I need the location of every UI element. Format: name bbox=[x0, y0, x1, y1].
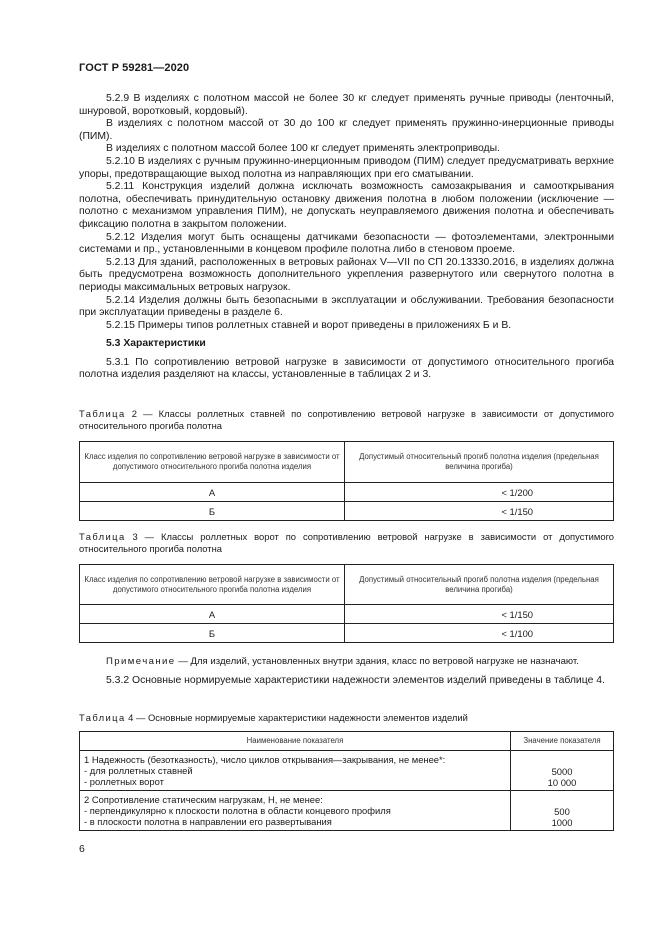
table-row bbox=[80, 502, 614, 521]
table-3-class-cell: Б bbox=[80, 624, 345, 643]
table-2-class-cell: Б bbox=[80, 502, 345, 521]
paragraph-5-3-1: 5.3.1 По сопротивлению ветровой нагрузке в зависимости от допустимого относительного прогиба полотна изделия разделяют на классы, установленные в таблицах 2 и 3. bbox=[79, 356, 614, 381]
table-2-caption: Таблица 2 — Классы роллетных ставней по сопротивлению ветровой нагрузке в зависимости от допустимого относительного прогиба полотна bbox=[79, 408, 614, 431]
paragraph-5-2-9: 5.2.9 В изделиях с полотном массой не более 30 кг следует применять ручные приводы (ленточный, шнуровой, воротковый, кордовый). bbox=[79, 93, 614, 117]
table-row bbox=[80, 791, 614, 831]
table-4 bbox=[79, 731, 614, 831]
table-4-caption: Таблица 4 — Основные нормируемые характеристики надежности элементов изделий bbox=[79, 712, 468, 723]
table-3-value-cell: < 1/100 bbox=[345, 624, 614, 643]
table-4-header-value: Значение показателя bbox=[511, 732, 614, 751]
table-2-value-cell: < 1/150 bbox=[345, 502, 614, 521]
table-2 bbox=[79, 441, 614, 521]
table-2-header-class: Класс изделия по сопротивлению ветровой нагрузке в зависимости от допустимого относительного прогиба полотна изделия bbox=[80, 442, 345, 483]
table-2-header-deflection: Допустимый относительный прогиб полотна изделия (предельная величина прогиба) bbox=[345, 442, 614, 483]
table-row bbox=[80, 483, 614, 502]
paragraph-5-2-11: 5.2.11 Конструкция изделий должна исключать возможность самозакрывания и самооткрывания полотна, обеспечивать принудительную остановку движения полотна в любом положении (исключение — полотно с механизмом управления ПИМ), не допускать неуправляемого движения полотна и обеспечивать фиксацию полотна в закрытом положении. bbox=[79, 181, 614, 230]
paragraph-pim: В изделиях с полотном массой от 30 до 100 кг следует применять пружинно-инерционные приводы (ПИМ). bbox=[79, 118, 614, 142]
table-4-row-1-values: 5000 10 000 bbox=[511, 751, 614, 791]
paragraph-5-3-2: 5.3.2 Основные нормируемые характеристики надежности элементов изделий приведены в таблице 4. bbox=[106, 675, 605, 686]
paragraph-5-2-15: 5.2.15 Примеры типов роллетных ставней и ворот приведены в приложениях Б и В. bbox=[106, 319, 512, 331]
paragraph-electric: В изделиях с полотном массой более 100 кг следует применять электроприводы. bbox=[106, 143, 500, 155]
paragraph-5-3-2-block bbox=[79, 675, 614, 688]
paragraph-5-2-10: 5.2.10 В изделиях с ручным пружинно-инерционным приводом (ПИМ) следует предусматривать верхние упоры, предотвращающие выход полотна из направляющих при его сматывании. bbox=[79, 155, 614, 180]
note: Примечание — Для изделий, установленных внутри здания, класс по ветровой нагрузке не назначают. bbox=[106, 656, 579, 667]
table-4-row-2-values: 500 1000 bbox=[511, 791, 614, 831]
table-4-row-2-name: 2 Сопротивление статическим нагрузкам, Н, не менее: - перпендикулярно к плоскости полотна в области концевого профиля - в плоскости полотна в направлении его развертывания bbox=[80, 791, 511, 831]
table-3 bbox=[79, 564, 614, 643]
table-3-caption: Таблица 3 — Классы роллетных ворот по сопротивлению ветровой нагрузке в зависимости от допустимого относительного прогиба полотна bbox=[79, 531, 614, 554]
paragraph-5-2-12: 5.2.12 Изделия могут быть оснащены датчиками безопасности — фотоэлементами, электронными системами и пр., установленными в концевом профиле полотна либо в стеновом проеме. bbox=[79, 231, 614, 256]
table-row bbox=[80, 751, 614, 791]
table-4-row-1-name: 1 Надежность (безотказность), число циклов открывания—закрывания, не менее*: - для роллетных ставней - роллетных ворот bbox=[80, 751, 511, 791]
table-row bbox=[80, 624, 614, 643]
table-row bbox=[80, 605, 614, 624]
table-3-value-cell: < 1/150 bbox=[345, 605, 614, 624]
table-3-header-deflection: Допустимый относительный прогиб полотна изделия (предельная величина прогиба) bbox=[345, 565, 614, 605]
table-4-header-name: Наименование показателя bbox=[80, 732, 511, 751]
document-code-header: ГОСТ Р 59281—2020 bbox=[79, 62, 190, 74]
section-title-5-3: 5.3 Характеристики bbox=[106, 338, 206, 350]
paragraph-5-2-13: 5.2.13 Для зданий, расположенных в ветровых районах V—VII по СП 20.13330.2016, в изделиях должна быть предусмотрена возможность дополнительного укрепления развернутого или свернутого полотна в периоды максимальных ветровых нагрузок. bbox=[79, 256, 614, 293]
paragraph-5-2-14: 5.2.14 Изделия должны быть безопасными в эксплуатации и обслуживании. Требования безопасности при эксплуатации приведены в разделе 6. bbox=[79, 294, 614, 319]
table-3-header-class: Класс изделия по сопротивлению ветровой нагрузке в зависимости от допустимого относительного прогиба полотна изделия bbox=[80, 565, 345, 605]
table-2-class-cell: А bbox=[80, 483, 345, 502]
requirements-text-block bbox=[79, 93, 614, 382]
table-2-value-cell: < 1/200 bbox=[345, 483, 614, 502]
table-3-class-cell: А bbox=[80, 605, 345, 624]
page-number: 6 bbox=[79, 844, 85, 855]
